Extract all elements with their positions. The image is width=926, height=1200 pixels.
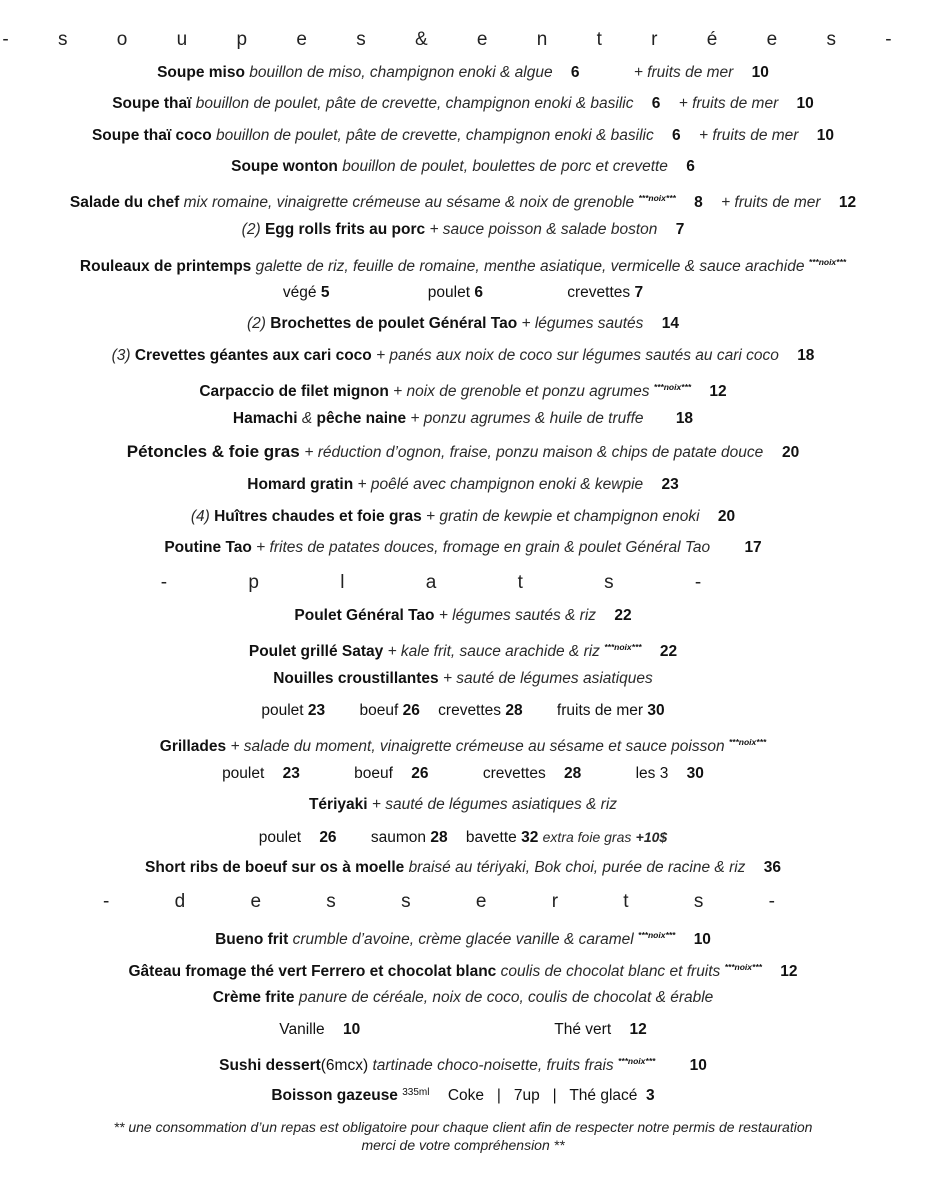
allergen-tag: ***noix*** — [638, 930, 676, 940]
item-description: panure de céréale, noix de coco, coulis de chocolat & érable — [298, 989, 714, 1006]
option-price: 10 — [343, 1021, 361, 1038]
allergen-tag: ***noix*** — [728, 737, 767, 747]
option-price: 5 — [320, 284, 330, 301]
menu-item-soupe-thai — [0, 93, 926, 115]
item-size: (6mcx) — [320, 1057, 369, 1074]
item-name: Egg rolls frits au porc — [264, 221, 426, 238]
menu-item-boisson-gazeuse — [0, 1082, 926, 1107]
item-extra: + fruits de mer — [721, 194, 821, 211]
item-extra-price: 10 — [751, 64, 769, 81]
menu-item-salade-du-chef — [0, 187, 926, 214]
option-price: 6 — [474, 284, 483, 301]
item-price: 36 — [763, 859, 781, 876]
allergen-tag: ***noix*** — [653, 382, 692, 392]
option-label: saumon — [370, 829, 427, 846]
item-name: Soupe miso — [157, 64, 245, 81]
menu-item-rouleaux-printemps — [0, 251, 926, 278]
item-options-teriyaki — [0, 826, 926, 849]
item-description: crumble d’avoine, crème glacée vanille & caramel — [292, 931, 634, 948]
option-price: 26 — [411, 765, 429, 782]
item-name: Bueno frit — [215, 931, 289, 948]
item-price: 18 — [797, 347, 815, 364]
item-name: Rouleaux de printemps — [79, 258, 252, 275]
section-heading-soupes — [0, 29, 926, 51]
item-name: Soupe thaï coco — [91, 127, 212, 144]
item-description: bouillon de miso, champignon enoki & algue — [249, 64, 553, 81]
option-label: bavette — [465, 829, 517, 846]
option-extra-price: +10$ — [635, 829, 668, 845]
item-price: 8 — [694, 194, 703, 211]
menu-item-crevettes-geantes — [0, 345, 926, 367]
menu-item-teriyaki — [0, 794, 926, 816]
option-price: 28 — [505, 702, 523, 719]
option-price: 26 — [319, 829, 337, 846]
item-price: 7 — [675, 221, 685, 238]
option-label: crevettes — [438, 702, 502, 719]
item-name: Gâteau fromage thé vert Ferrero et chocolat blanc — [128, 963, 497, 980]
item-name: Huîtres chaudes et foie gras — [214, 508, 422, 525]
drink-choice: Thé glacé — [569, 1087, 638, 1104]
item-description: coulis de chocolat blanc et fruits — [500, 963, 721, 980]
item-name: Soupe wonton — [231, 158, 338, 175]
item-price: 3 — [646, 1087, 655, 1104]
menu-item-hamachi — [0, 408, 926, 430]
menu-item-huitres — [0, 506, 926, 528]
item-description: + sauté de légumes asiatiques & riz — [371, 796, 618, 813]
menu-item-homard-gratin — [0, 474, 926, 496]
option-label: Vanille — [279, 1021, 325, 1038]
item-description: bouillon de poulet, pâte de crevette, champignon enoki & basilic — [195, 95, 634, 112]
item-name-part2: pêche naine — [316, 410, 407, 427]
item-description: mix romaine, vinaigrette crémeuse au sésame & noix de grenoble — [183, 194, 635, 211]
item-name: Sushi dessert — [219, 1057, 321, 1074]
section-heading-desserts — [0, 891, 926, 913]
item-price: 18 — [675, 410, 694, 427]
menu-item-poulet-general-tao — [0, 605, 926, 627]
item-description: braisé au tériyaki, Bok choi, purée de racine & riz — [408, 859, 746, 876]
item-price: 12 — [709, 383, 727, 400]
menu-item-creme-frite — [0, 987, 926, 1009]
allergen-tag: ***noix*** — [638, 193, 676, 203]
section-heading-text: - s o u p e s & e n t r é e s - — [2, 29, 914, 50]
item-name: Brochettes de poulet Général Tao — [270, 315, 518, 332]
item-description: + noix de grenoble et ponzu agrumes — [393, 383, 650, 400]
item-quantity: (3) — [111, 347, 131, 364]
item-price: 23 — [661, 476, 679, 493]
item-description: + gratin de kewpie et champignon enoki — [426, 508, 700, 525]
item-description: + poêlé avec champignon enoki & kewpie — [357, 476, 644, 493]
menu-item-nouilles — [0, 668, 926, 690]
item-description: + réduction d’ognon, fraise, ponzu maison & chips de patate douce — [304, 444, 764, 461]
option-label: poulet — [258, 829, 301, 846]
item-description: + sauté de légumes asiatiques — [442, 670, 653, 687]
menu-item-sushi-dessert — [0, 1050, 926, 1077]
option-label: boeuf — [359, 702, 399, 719]
item-extra-price: 12 — [838, 194, 857, 211]
item-options-rouleaux — [0, 282, 926, 304]
item-description: galette de riz, feuille de romaine, menthe asiatique, vermicelle & sauce arachide — [255, 258, 805, 275]
allergen-tag: ***noix*** — [724, 962, 762, 972]
option-label: crevettes — [482, 765, 546, 782]
item-description: + légumes sautés & riz — [438, 607, 597, 624]
item-price: 10 — [689, 1057, 707, 1074]
item-price: 12 — [780, 963, 798, 980]
item-price: 22 — [614, 607, 632, 624]
menu-item-short-ribs — [0, 857, 926, 879]
drink-choice: 7up — [513, 1087, 540, 1104]
item-description: + sauce poisson & salade boston — [429, 221, 658, 238]
item-price: 17 — [744, 539, 762, 556]
item-options-nouilles — [0, 700, 926, 722]
option-label: les 3 — [635, 765, 669, 782]
drink-choice: Coke — [447, 1087, 484, 1104]
item-description: + salade du moment, vinaigrette crémeuse au sésame et sauce poisson — [230, 738, 725, 755]
item-quantity: (2) — [247, 315, 266, 332]
item-name: Poulet grillé Satay — [248, 643, 384, 660]
allergen-tag: ***noix*** — [604, 642, 642, 652]
item-description: + ponzu agrumes & huile de truffe — [410, 410, 644, 427]
menu-item-poutine-tao — [0, 537, 926, 559]
menu-item-bueno-frit — [0, 924, 926, 951]
item-description: + légumes sautés — [521, 315, 644, 332]
item-price: 6 — [686, 158, 695, 175]
item-price: 6 — [570, 64, 580, 81]
option-label: poulet — [222, 765, 265, 782]
item-description: bouillon de poulet, boulettes de porc et crevette — [342, 158, 668, 175]
footer-note-line-2 — [0, 1136, 926, 1154]
item-name: Tériyaki — [308, 796, 368, 813]
item-extra: + fruits de mer — [698, 127, 799, 144]
item-name: Grillades — [159, 738, 227, 755]
menu-item-grillades — [0, 731, 926, 758]
item-name: Crème frite — [212, 989, 295, 1006]
option-price: 32 — [521, 829, 539, 846]
option-extra: extra foie gras — [542, 829, 632, 845]
footer-note-line-1 — [0, 1118, 926, 1136]
item-description: + panés aux noix de coco sur légumes sautés au cari coco — [376, 347, 779, 364]
item-size: 335ml — [402, 1087, 430, 1098]
drink-separator: | — [496, 1087, 501, 1104]
allergen-tag: ***noix*** — [808, 257, 847, 267]
item-description: tartinade choco-noisette, fruits frais — [372, 1057, 614, 1074]
item-name: Pétoncles & foie gras — [126, 442, 300, 461]
item-name: Short ribs de boeuf sur os à moelle — [145, 859, 405, 876]
option-price: 28 — [564, 765, 582, 782]
option-price: 12 — [629, 1021, 647, 1038]
item-name: Soupe thaï — [112, 95, 192, 112]
item-price: 10 — [693, 931, 711, 948]
menu-item-soupe-miso — [0, 62, 926, 84]
option-label: poulet — [261, 702, 304, 719]
section-heading-text: - d e s s e r t s - — [103, 891, 805, 912]
option-price: 7 — [634, 284, 644, 301]
item-name: Carpaccio de filet mignon — [199, 383, 389, 400]
allergen-tag: ***noix*** — [617, 1056, 656, 1066]
item-price: 22 — [659, 643, 678, 660]
item-name: Hamachi — [232, 410, 298, 427]
item-name: Nouilles croustillantes — [273, 670, 439, 687]
item-name: Homard gratin — [247, 476, 354, 493]
option-label: poulet — [427, 284, 471, 301]
menu-item-petoncles — [0, 441, 926, 464]
item-extra-price: 10 — [796, 95, 814, 112]
option-price: 30 — [686, 765, 704, 782]
option-price: 23 — [282, 765, 300, 782]
menu-item-gateau-fromage — [0, 956, 926, 983]
section-heading-text: - p l a t s - — [160, 572, 740, 593]
menu-item-brochettes — [0, 313, 926, 335]
section-heading-plats — [0, 572, 926, 594]
option-price: 23 — [307, 702, 326, 719]
option-label: crevettes — [567, 284, 631, 301]
item-description: bouillon de poulet, pâte de crevette, champignon enoki & basilic — [215, 127, 654, 144]
item-price: 6 — [651, 95, 661, 112]
menu-item-egg-rolls — [0, 219, 926, 241]
item-extra-price: 10 — [816, 127, 835, 144]
item-price: 6 — [672, 127, 681, 144]
item-description: + frites de patates douces, fromage en grain & poulet Général Tao — [256, 539, 711, 556]
option-price: 30 — [647, 702, 665, 719]
item-quantity: (4) — [190, 508, 210, 525]
item-options-creme-frite — [0, 1019, 926, 1041]
item-extra: + fruits de mer — [678, 95, 779, 112]
item-name: Poutine Tao — [164, 539, 252, 556]
option-label: végé — [282, 284, 317, 301]
option-price: 26 — [402, 702, 420, 719]
menu-item-soupe-wonton — [0, 156, 926, 178]
item-description: + kale frit, sauce arachide & riz — [387, 643, 600, 660]
item-name-ampersand: & — [301, 410, 313, 427]
menu-item-carpaccio — [0, 376, 926, 403]
item-name: Poulet Général Tao — [294, 607, 435, 624]
item-name: Salade du chef — [69, 194, 180, 211]
item-quantity: (2) — [241, 221, 261, 238]
item-price: 20 — [781, 444, 800, 461]
footer-note-text: merci de votre compréhension ** — [361, 1137, 565, 1153]
item-extra: + fruits de mer — [633, 64, 734, 81]
item-price: 14 — [661, 315, 679, 332]
item-name: Boisson gazeuse — [271, 1087, 398, 1104]
item-price: 20 — [717, 508, 736, 525]
drink-separator: | — [552, 1087, 557, 1104]
option-label: boeuf — [354, 765, 393, 782]
menu-item-soupe-thai-coco — [0, 125, 926, 147]
item-name: Crevettes géantes aux cari coco — [134, 347, 372, 364]
option-price: 28 — [430, 829, 448, 846]
option-label: Thé vert — [554, 1021, 612, 1038]
option-label: fruits de mer — [556, 702, 644, 719]
item-options-grillades — [0, 763, 926, 785]
footer-note-text: ** une consommation d’un repas est obligatoire pour chaque client afin de respecter notre permis de restauration — [113, 1119, 813, 1135]
menu-item-poulet-satay — [0, 636, 926, 663]
